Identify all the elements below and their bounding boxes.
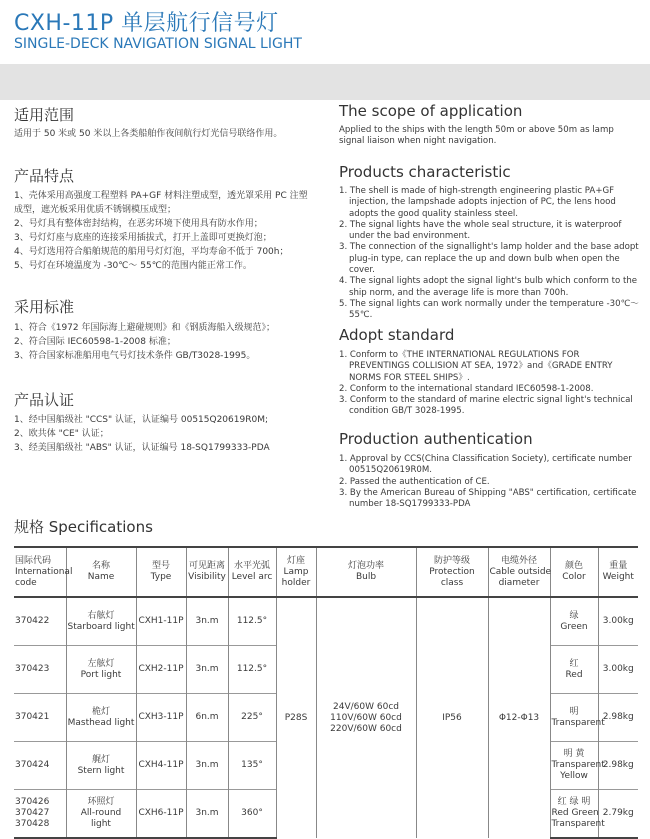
cell-arc: 225°: [228, 694, 276, 742]
cell-weight: 2.98kg: [598, 742, 638, 790]
standard-en-list: [339, 350, 639, 418]
cell-color: 红 绿 明 Red Green Transparent: [550, 790, 598, 839]
list-item: 2. The signal lights have the whole seal structure, it is waterproof under the bad environment.: [339, 219, 622, 242]
col-header-name: 名称 Name: [66, 547, 136, 597]
list-item: 2、号灯具有整体密封结构，在恶劣环境下使用具有防水作用；: [14, 219, 263, 229]
features-cn-list: [14, 189, 308, 273]
cell-visibility: 6n.m: [186, 694, 228, 742]
standard-en-heading: Adopt standard: [339, 326, 455, 344]
cell-name: 环照灯 All-round light: [66, 790, 136, 839]
cell-visibility: 3n.m: [186, 646, 228, 694]
cell-arc: 112.5°: [228, 646, 276, 694]
cell-type: CXH6-11P: [136, 790, 186, 839]
cell-code: 370422: [14, 597, 66, 646]
cell-holder: P28S: [276, 597, 316, 838]
list-item: 1. Conform to《THE INTERNATIONAL REGULATIONS FOR PREVENTINGS COLLISION AT SEA, 1972》and《GRADE ENTRY NORMS FOR STEEL SHIPS》.: [339, 350, 613, 383]
list-item: 成型，遮光板采用优质不锈钢模压成型；: [14, 205, 177, 215]
standard-cn-list: [14, 321, 275, 363]
cell-visibility: 3n.m: [186, 742, 228, 790]
page-subtitle: SINGLE-DECK NAVIGATION SIGNAL LIGHT: [14, 36, 302, 52]
list-item: 5、号灯在环境温度为 -30℃～ 55℃的范围内能正常工作。: [14, 261, 252, 271]
table-header-row: [14, 547, 638, 597]
cert-en-list: [339, 454, 639, 510]
list-item: 1、壳体采用高强度工程塑料 PA+GF 材料注塑成型，透光罩采用 PC 注塑: [14, 191, 308, 201]
scope-en-text: Applied to the ships with the length 50m or above 50m as lamp signal liaison when night navigation.: [339, 125, 614, 147]
cell-visibility: 3n.m: [186, 790, 228, 839]
cell-color: 明 Transparent: [550, 694, 598, 742]
col-header-color: 颜色 Color: [550, 547, 598, 597]
cell-weight: 3.00kg: [598, 646, 638, 694]
cell-name: 艉灯 Stern light: [66, 742, 136, 790]
cell-type: CXH4-11P: [136, 742, 186, 790]
standard-cn-heading: 采用标准: [14, 298, 75, 316]
cell-name: 右舷灯 Starboard light: [66, 597, 136, 646]
cell-code: 370424: [14, 742, 66, 790]
scope-cn-text: 适用于 50 米或 50 米以上各类船舶作夜间航行灯光信号联络作用。: [14, 129, 283, 139]
list-item: 3、号灯灯座与底座的连接采用插拔式，打开上盖即可更换灯泡；: [14, 233, 272, 243]
spec-title: 规格 Specifications: [14, 518, 153, 536]
cell-visibility: 3n.m: [186, 597, 228, 646]
cell-code: 370423: [14, 646, 66, 694]
header-band: [0, 64, 650, 100]
list-item: 3、符合国家标准船用电气号灯技术条件 GB/T3028-1995。: [14, 351, 256, 361]
cell-type: CXH1-11P: [136, 597, 186, 646]
features-en-list: [339, 186, 639, 322]
col-header-protection: 防护等级 Protection class: [416, 547, 488, 597]
cert-cn-heading: 产品认证: [14, 391, 75, 409]
col-header-weight: 重量 Weight: [598, 547, 638, 597]
col-header-cable: 电缆外径 Cable outside diameter: [488, 547, 550, 597]
cell-bulb: 24V/60W 60cd 110V/60W 60cd 220V/60W 60cd: [316, 597, 416, 838]
scope-en-heading: The scope of application: [339, 102, 523, 120]
list-item: 2、符合国际 IEC60598-1-2008 标准；: [14, 337, 176, 347]
list-item: 1、经中国船级社 "CCS" 认证，认证编号 00515Q20619R0M;: [14, 415, 268, 425]
list-item: 4、号灯选用符合船舶规范的船用号灯灯泡，平均寿命不低于 700h；: [14, 247, 289, 257]
cell-name: 左舷灯 Port light: [66, 646, 136, 694]
col-header-type: 型号 Type: [136, 547, 186, 597]
cell-color: 红 Red: [550, 646, 598, 694]
list-item: 3、经美国船级社 "ABS" 认证，认证编号 18-SQ1799333-PDA: [14, 443, 270, 453]
cell-weight: 2.98kg: [598, 694, 638, 742]
list-item: 2、欧共体 "CE" 认证；: [14, 429, 109, 439]
cell-protection: IP56: [416, 597, 488, 838]
cell-name: 桅灯 Masthead light: [66, 694, 136, 742]
list-item: 3. By the American Bureau of Shipping "ABS" certification, certificate number 18-SQ1799333-PDA: [339, 487, 637, 510]
list-item: 1. Approval by CCS(China Classification Society), certificate number 00515Q20619R0M.: [339, 454, 632, 476]
cell-weight: 3.00kg: [598, 597, 638, 646]
list-item: 2. Passed the authentication of CE.: [339, 476, 490, 487]
cell-arc: 112.5°: [228, 597, 276, 646]
cell-type: CXH3-11P: [136, 694, 186, 742]
page-title: CXH-11P 单层航行信号灯: [14, 11, 279, 36]
features-cn-heading: 产品特点: [14, 167, 75, 185]
cert-en-heading: Production authentication: [339, 430, 533, 448]
list-item: 2. Conform to the international standard IEC60598-1-2008.: [339, 383, 594, 394]
cell-color: 绿 Green: [550, 597, 598, 646]
list-item: 3. Conform to the standard of marine electric signal light's technical condition GB/T 3028-1995.: [339, 395, 633, 417]
col-header-arc: 水平光弧 Level arc: [228, 547, 276, 597]
cell-color: 明 黄 Transparent Yellow: [550, 742, 598, 790]
col-header-code: 国际代码 International code: [15, 555, 73, 588]
cert-cn-list: [14, 413, 270, 455]
list-item: 1. The shell is made of high-strength engineering plastic PA+GF injection, the lampshade adopts injection of PC, the lens hood adopts the good quality stainless steel.: [339, 186, 616, 219]
cell-code: 370421: [14, 694, 66, 742]
col-header-holder: 灯座 Lamp holder: [276, 547, 316, 597]
list-item: 3. The connection of the signallight's lamp holder and the base adopt plug-in type, can replace the up and down bulb when open the cover.: [339, 242, 639, 276]
list-item: 4. The signal lights adopt the signal light's bulb which conform to the ship norm, and the average life is more than 700h.: [339, 276, 638, 298]
features-en-heading: Products characteristic: [339, 163, 511, 181]
cell-arc: 360°: [228, 790, 276, 839]
list-item: 1、符合《1972 年国际海上避碰规则》和《钢质海船入级规范》；: [14, 323, 275, 333]
cell-code: 370426 370427 370428: [14, 790, 66, 839]
scope-cn-heading: 适用范围: [14, 106, 75, 124]
cell-weight: 2.79kg: [598, 790, 638, 839]
cell-type: CXH2-11P: [136, 646, 186, 694]
col-header-visibility: 可见距离 Visibility: [186, 547, 228, 597]
spec-table: [14, 546, 638, 839]
cell-cable: Φ12-Φ13: [488, 597, 550, 838]
table-row: [14, 597, 638, 646]
col-header-bulb: 灯泡功率 Bulb: [316, 547, 416, 597]
cell-arc: 135°: [228, 742, 276, 790]
list-item: 5. The signal lights can work normally under the temperature -30℃～55℃.: [339, 298, 639, 321]
